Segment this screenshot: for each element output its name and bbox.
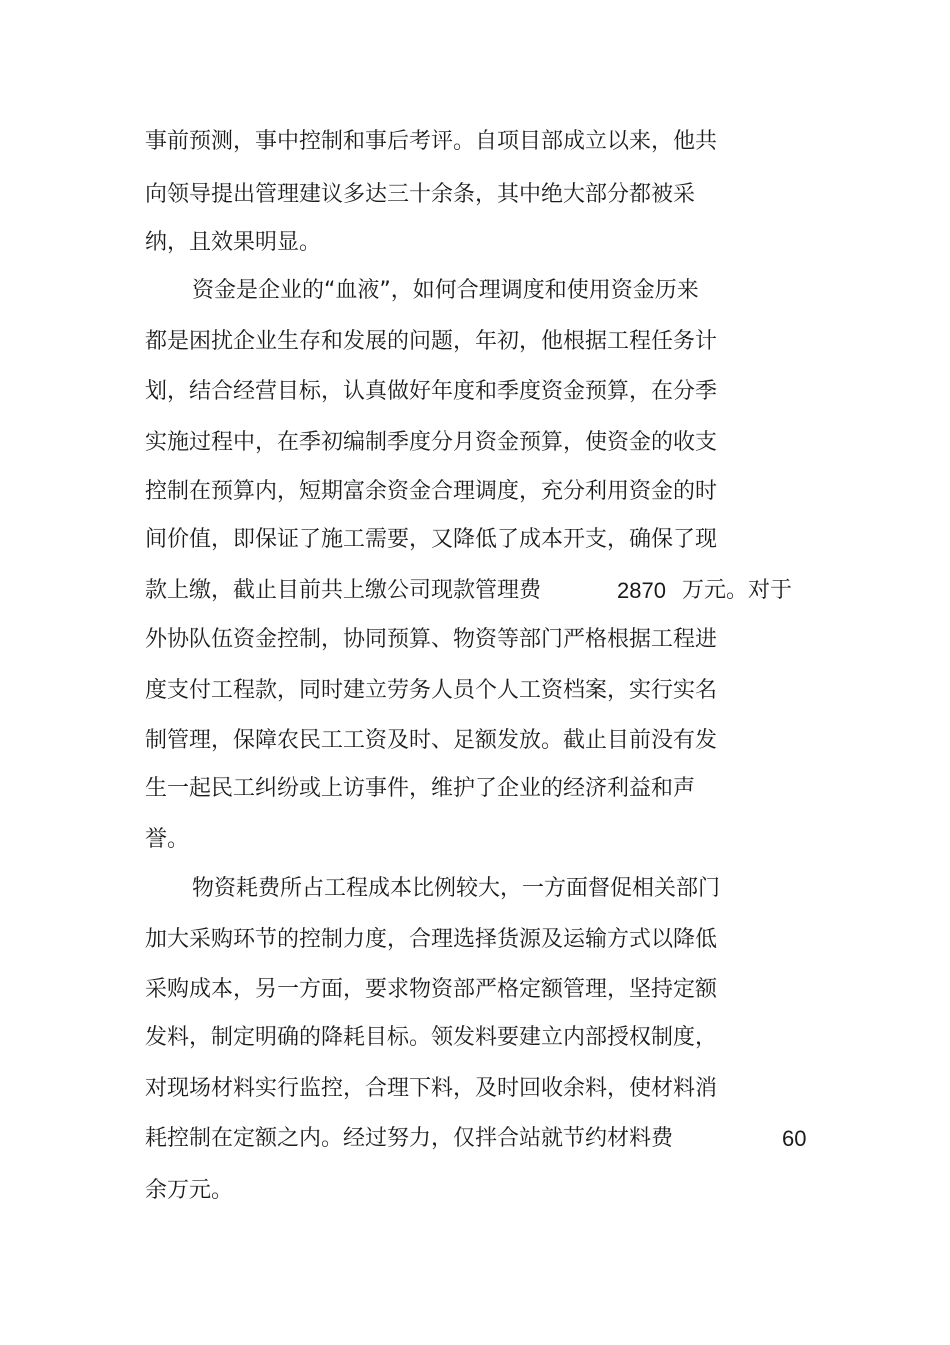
text-line: 实施过程中，在季初编制季度分月资金预算，使资金的收支	[145, 430, 718, 455]
text-line: 事前预测，事中控制和事后考评。自项目部成立以来，他共	[145, 129, 718, 154]
fee-unit-tail: 万元。对于	[682, 578, 793, 603]
text-line: 控制在预算内，短期富余资金合理调度，充分利用资金的时	[145, 479, 718, 504]
text-line: 采购成本，另一方面，要求物资部严格定额管理，坚持定额	[145, 977, 718, 1002]
text-line: 款上缴，截止目前共上缴公司现款管理费	[145, 578, 542, 603]
text-line: 余万元。	[145, 1178, 234, 1203]
text-line: 发料，制定明确的降耗目标。领发料要建立内部授权制度，	[145, 1025, 718, 1050]
text-line: 度支付工程款，同时建立劳务人员个人工资档案，实行实名	[145, 678, 718, 703]
text-line: 耗控制在定额之内。经过努力，仅拌合站就节约材料费	[145, 1126, 674, 1151]
text-line: 向领导提出管理建议多达三十余条，其中绝大部分都被采	[145, 182, 696, 207]
text-line: 生一起民工纠纷或上访事件，维护了企业的经济利益和声	[145, 776, 696, 801]
text-line: 加大采购环节的控制力度，合理选择货源及运输方式以降低	[145, 927, 718, 952]
text-line: 都是困扰企业生存和发展的问题，年初，他根据工程任务计	[145, 329, 718, 354]
text-line: 间价值，即保证了施工需要，又降低了成本开支，确保了现	[145, 527, 718, 552]
paragraph-start-line: 物资耗费所占工程成本比例较大，一方面督促相关部门	[192, 876, 721, 901]
material-saving-amount: 60	[782, 1126, 807, 1151]
text-line: 纳，且效果明显。	[145, 230, 322, 255]
text-line: 划，结合经营目标，认真做好年度和季度资金预算，在分季	[145, 379, 718, 404]
paragraph-start-line: 资金是企业的“血液”，如何合理调度和使用资金历来	[192, 278, 699, 303]
text-line: 对现场材料实行监控，合理下料，及时回收余料，使材料消	[145, 1076, 718, 1101]
text-line: 制管理，保障农民工工资及时、足额发放。截止目前没有发	[145, 728, 718, 753]
text-line: 外协队伍资金控制，协同预算、物资等部门严格根据工程进	[145, 627, 718, 652]
fee-amount: 2870	[617, 578, 666, 603]
text-line: 誉。	[145, 827, 190, 852]
